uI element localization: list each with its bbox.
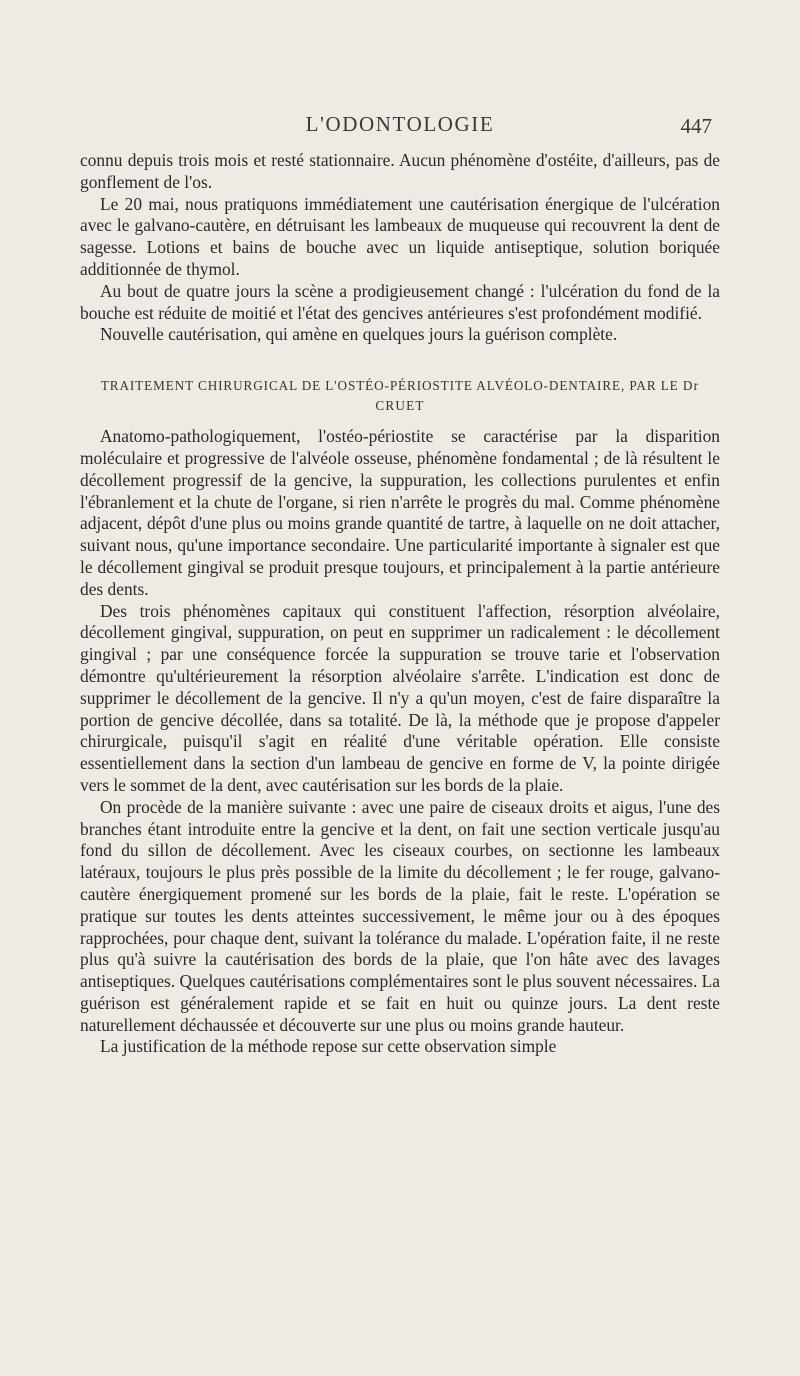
body-text — [80, 150, 720, 1058]
running-head — [80, 112, 720, 142]
section-title-text: TRAITEMENT CHIRURGICAL DE L'OSTÉO-PÉRIOSTITE ALVÉOLO-DENTAIRE, PAR LE — [100, 378, 679, 394]
page-number: 447 — [680, 114, 712, 138]
paragraph-case-continuation: connu depuis trois mois et resté stationnaire. Aucun phénomène d'ostéite, d'ailleurs, pas de gonflement de l'os. — [80, 150, 720, 192]
journal-title: L'ODONTOLOGIE — [305, 112, 495, 136]
section-author: Dr CRUET — [375, 378, 700, 414]
paragraph-healing: Nouvelle cautérisation, qui amène en quelques jours la guérison complète. — [100, 324, 618, 345]
paragraph-treatment: Le 20 mai, nous pratiquons immédiatement une cautérisation énergique de l'ulcération avec le galvano-cautère, en détruisant les lambeaux de muqueuse qui recouvrent la dent de sagesse. Lotions et bains de bouche avec un liquide antiseptique, solution boriquée additionnée de thymol. — [80, 193, 720, 279]
paragraph-pathology: Anatomo-pathologiquement, l'ostéo-périostite se caractérise par la disparition moléculaire et progressive de l'alvéole osseuse, phénomène fondamental ; de là résultent le décollement progressif de la gencive, la suppuration, les collections purulentes et enfin l'ébranlement et la chute de l'organe, si rien n'arrête le progrès du mal. Comme phénomène adjacent, dépôt d'une plus ou moins grande quantité de tartre, à laquelle on ne doit attacher, suivant nous, qu'une importance secondaire. Une particularité importante à signaler est que le décollement gingival se produit presque toujours, et principalement à la partie antérieure des dents. — [80, 426, 720, 599]
paragraph-progress: Au bout de quatre jours la scène a prodigieusement changé : l'ulcération du fond de la bouche est réduite de moitié et l'état des gencives antérieures s'est profondément modifié. — [80, 280, 720, 323]
paragraph-justification: La justification de la méthode repose sur cette observation simple — [100, 1036, 557, 1057]
paragraph-indication: Des trois phénomènes capitaux qui constituent l'affection, résorption alvéolaire, décollement gingival, suppuration, on peut en supprimer un radicalement : le décollement gingival ; par une conséquence forcée la suppuration se trouve tarie et l'observation démontre qu'ultérieurement la résorption alvéolaire s'arrête. L'indication est donc de supprimer le décollement de la gencive. Il n'y a qu'un moyen, c'est de faire disparaître la portion de gencive décollée, dans sa totalité. De là, la méthode que je propose d'appeler chirurgicale, puisqu'il s'agit en réalité d'une véritable opération. Elle consiste essentiellement dans la section d'un lambeau de gencive en forme de V, la pointe dirigée vers le sommet de la dent, avec cautérisation sur les bords de la plaie. — [80, 600, 720, 795]
section-title — [80, 376, 720, 416]
paragraph-procedure: On procède de la manière suivante : avec une paire de ciseaux droits et aigus, l'une des branches étant introduite entre la gencive et la dent, on fait une section verticale jusqu'au fond du sillon de décollement. Avec les ciseaux courbes, on sectionne les lambeaux latéraux, toujours le plus près possible de la limite du décollement ; le fer rouge, galvano-cautère énergiquement promené sur les bords de la plaie, fait le reste. L'opération se pratique sur toutes les dents atteintes successivement, le même jour ou à des époques rapprochées, pour chaque dent, suivant la tolérance du malade. L'opération faite, il ne reste plus qu'à suivre la cautérisation des bords de la plaie, que l'on hâte avec des lavages antiseptiques. Quelques cautérisations complémentaires sont le plus souvent nécessaires. La guérison est généralement rapide et se fait en huit ou quinze jours. La dent reste naturellement déchaussée et découverte sur une plus ou moins grande hauteur. — [80, 796, 720, 1035]
